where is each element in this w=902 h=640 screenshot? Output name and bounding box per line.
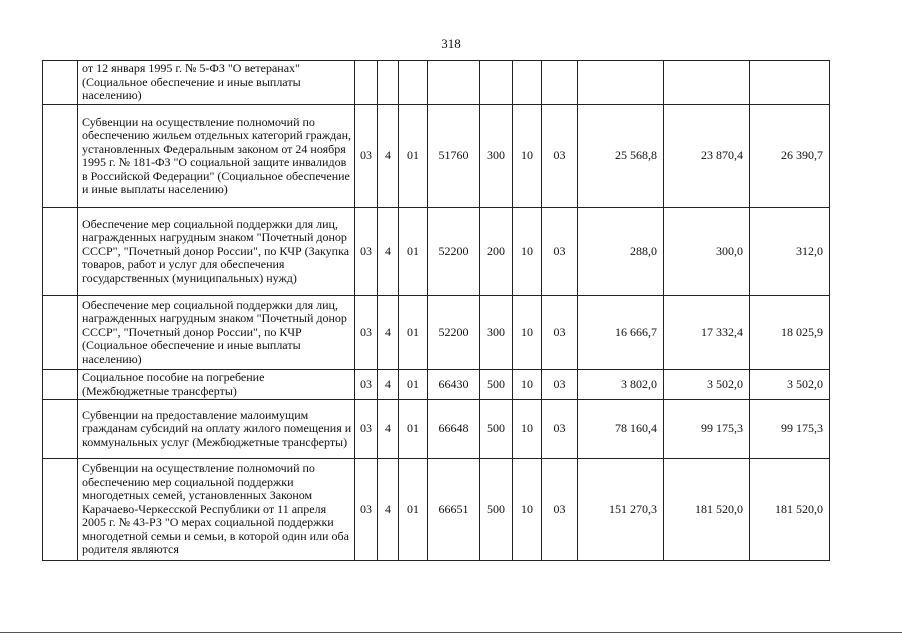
table-row (43, 296, 830, 370)
row-amount-v2: 17 332,4 (664, 296, 750, 370)
row-code-c7: 03 (542, 370, 578, 400)
row-code-c7: 03 (542, 208, 578, 296)
table-row (43, 105, 830, 208)
row-code-c7: 03 (542, 459, 578, 561)
row-description: Субвенции на предоставление малоимущим гражданам субсидий на оплату жилого помещения и коммунальных услуг (Межбюджетные трансферты) (78, 400, 355, 459)
row-code-c2: 4 (378, 208, 399, 296)
row-code-c4 (428, 61, 480, 105)
row-amount-v2: 99 175,3 (664, 400, 750, 459)
row-amount-v2: 23 870,4 (664, 105, 750, 208)
row-code-c4: 52200 (428, 296, 480, 370)
row-code-c3 (399, 61, 428, 105)
row-blank-cell (43, 400, 78, 459)
row-code-c6: 10 (513, 296, 542, 370)
row-amount-v3: 26 390,7 (750, 105, 830, 208)
row-code-c1: 03 (355, 370, 378, 400)
row-amount-v1: 25 568,8 (578, 105, 664, 208)
row-amount-v2: 181 520,0 (664, 459, 750, 561)
row-code-c2: 4 (378, 370, 399, 400)
row-blank-cell (43, 296, 78, 370)
row-code-c3: 01 (399, 105, 428, 208)
row-amount-v2: 300,0 (664, 208, 750, 296)
row-code-c6: 10 (513, 105, 542, 208)
row-code-c3: 01 (399, 370, 428, 400)
row-code-c4: 66651 (428, 459, 480, 561)
row-code-c2: 4 (378, 400, 399, 459)
row-blank-cell (43, 370, 78, 400)
row-code-c2: 4 (378, 105, 399, 208)
page-bottom-line (0, 632, 902, 633)
row-description: Субвенции на осуществление полномочий по обеспечению мер социальной поддержки многодетных семей, установленных Законом Карачаево-Черкесской Республики от 11 апреля 2005 г. № 43-РЗ "О мерах социальной поддержки многодетной семьи и семьи, в которой один или оба родителя являются (78, 459, 355, 561)
row-code-c1: 03 (355, 400, 378, 459)
row-code-c5: 300 (480, 105, 513, 208)
row-amount-v3: 18 025,9 (750, 296, 830, 370)
row-code-c7: 03 (542, 400, 578, 459)
row-code-c5: 300 (480, 296, 513, 370)
row-code-c4: 51760 (428, 105, 480, 208)
row-code-c3: 01 (399, 208, 428, 296)
row-code-c6: 10 (513, 208, 542, 296)
row-code-c5: 500 (480, 370, 513, 400)
row-code-c4: 66648 (428, 400, 480, 459)
row-code-c5: 500 (480, 459, 513, 561)
row-code-c2 (378, 61, 399, 105)
row-amount-v3: 99 175,3 (750, 400, 830, 459)
row-amount-v3: 3 502,0 (750, 370, 830, 400)
row-description: Обеспечение мер социальной поддержки для лиц, награжденных нагрудным знаком "Почетный донор СССР", "Почетный донор России", по КЧР (Социальное обеспечение и иные выплаты населению) (78, 296, 355, 370)
row-amount-v1: 288,0 (578, 208, 664, 296)
table-row (43, 208, 830, 296)
budget-table (42, 60, 830, 561)
page-number: 318 (441, 36, 461, 51)
row-code-c1: 03 (355, 459, 378, 561)
row-code-c7 (542, 61, 578, 105)
row-amount-v3 (750, 61, 830, 105)
row-description: Обеспечение мер социальной поддержки для лиц, награжденных нагрудным знаком "Почетный донор СССР", "Почетный донор России", по КЧР (Закупка товаров, работ и услуг для обеспечения государственных (муниципальных) нужд) (78, 208, 355, 296)
row-amount-v3: 181 520,0 (750, 459, 830, 561)
row-code-c6 (513, 61, 542, 105)
row-code-c7: 03 (542, 296, 578, 370)
row-code-c1: 03 (355, 105, 378, 208)
row-description: Социальное пособие на погребение (Межбюджетные трансферты) (78, 370, 355, 400)
table-row (43, 370, 830, 400)
table-row (43, 61, 830, 105)
row-code-c1: 03 (355, 296, 378, 370)
row-code-c5: 500 (480, 400, 513, 459)
row-code-c3: 01 (399, 400, 428, 459)
row-description: от 12 января 1995 г. № 5-ФЗ "О ветеранах" (Социальное обеспечение и иные выплаты населению) (78, 61, 355, 105)
row-amount-v1: 16 666,7 (578, 296, 664, 370)
row-blank-cell (43, 208, 78, 296)
row-code-c6: 10 (513, 400, 542, 459)
row-code-c4: 52200 (428, 208, 480, 296)
row-blank-cell (43, 459, 78, 561)
row-code-c3: 01 (399, 296, 428, 370)
row-code-c1: 03 (355, 208, 378, 296)
row-blank-cell (43, 61, 78, 105)
row-code-c2: 4 (378, 296, 399, 370)
row-code-c5: 200 (480, 208, 513, 296)
row-amount-v1: 151 270,3 (578, 459, 664, 561)
row-code-c1 (355, 61, 378, 105)
row-code-c3: 01 (399, 459, 428, 561)
row-code-c6: 10 (513, 459, 542, 561)
row-amount-v1: 78 160,4 (578, 400, 664, 459)
table-row (43, 400, 830, 459)
row-amount-v3: 312,0 (750, 208, 830, 296)
row-description: Субвенции на осуществление полномочий по обеспечению жильем отдельных категорий граждан, установленных Федеральным законом от 24 ноября 1995 г. № 181-ФЗ "О социальной защите инвалидов в Российской Федерации" (Социальное обеспечение и иные выплаты населению) (78, 105, 355, 208)
row-code-c7: 03 (542, 105, 578, 208)
row-code-c4: 66430 (428, 370, 480, 400)
row-code-c5 (480, 61, 513, 105)
row-amount-v2 (664, 61, 750, 105)
row-code-c2: 4 (378, 459, 399, 561)
row-amount-v2: 3 502,0 (664, 370, 750, 400)
table-row (43, 459, 830, 561)
row-blank-cell (43, 105, 78, 208)
row-code-c6: 10 (513, 370, 542, 400)
row-amount-v1 (578, 61, 664, 105)
row-amount-v1: 3 802,0 (578, 370, 664, 400)
